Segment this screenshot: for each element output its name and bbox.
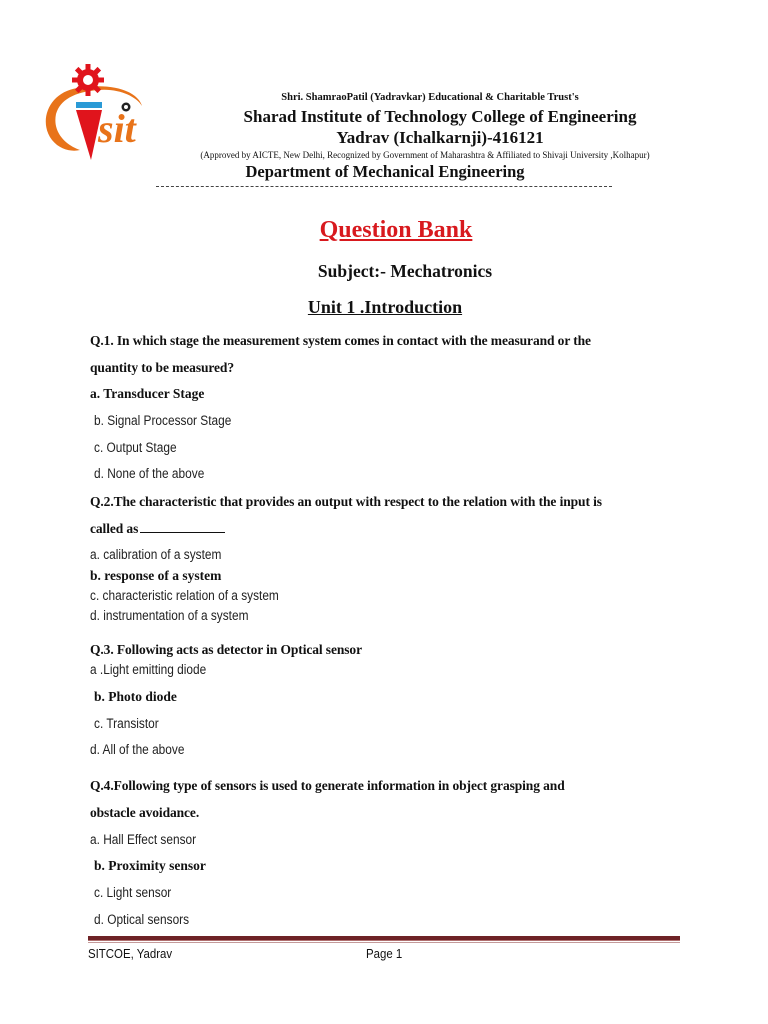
question-1-option-a-answer: a. Transducer Stage bbox=[90, 386, 205, 401]
question-2-line-1: Q.2.The characteristic that provides an output with respect to the relation with the input is bbox=[90, 494, 602, 509]
college-name: Sharad Institute of Technology College of Engineering bbox=[243, 107, 637, 126]
question-3-option-c: c. Transistor bbox=[94, 716, 159, 731]
question-2-line-2-text: called as bbox=[90, 521, 139, 536]
question-2-option-c: c. characteristic relation of a system bbox=[90, 588, 279, 603]
footer-divider bbox=[88, 936, 680, 941]
logo-text: sit bbox=[98, 106, 136, 151]
unit-heading: Unit 1 .Introduction bbox=[307, 297, 463, 317]
question-2-line-2 bbox=[90, 520, 225, 537]
question-4-option-d: d. Optical sensors bbox=[94, 912, 190, 927]
question-1-option-b: b. Signal Processor Stage bbox=[94, 413, 232, 428]
question-4-option-b-answer: b. Proximity sensor bbox=[94, 858, 206, 873]
question-1-line-2: quantity to be measured? bbox=[90, 360, 234, 375]
question-1-line-1: Q.1. In which stage the measurement system comes in contact with the measurand or the bbox=[90, 333, 591, 348]
department-name: Department of Mechanical Engineering bbox=[245, 162, 525, 181]
footer-institution: SITCOE, Yadrav bbox=[88, 946, 173, 961]
question-1-option-c: c. Output Stage bbox=[94, 440, 177, 455]
question-1-option-d: d. None of the above bbox=[94, 466, 205, 481]
question-4-option-c: c. Light sensor bbox=[94, 885, 172, 900]
college-address: Yadrav (Ichalkarnji)-416121 bbox=[336, 128, 544, 147]
dashed-divider bbox=[156, 186, 612, 187]
question-4-line-1: Q.4.Following type of sensors is used to generate information in object grasping and bbox=[90, 778, 565, 793]
question-3-option-a: a .Light emitting diode bbox=[90, 662, 207, 677]
question-2-option-b-answer: b. response of a system bbox=[90, 568, 222, 583]
question-4-line-2: obstacle avoidance. bbox=[90, 805, 200, 820]
institute-logo bbox=[38, 62, 150, 166]
question-3-line-1: Q.3. Following acts as detector in Optical sensor bbox=[90, 642, 362, 657]
approval-note: (Approved by AICTE, New Delhi, Recognized by Government of Maharashtra & Affiliated to Shivaji University ,Kolhapur) bbox=[200, 150, 650, 160]
question-3-option-b-answer: b. Photo diode bbox=[94, 689, 177, 704]
page-number: Page 1 bbox=[366, 946, 403, 961]
question-2-option-a: a. calibration of a system bbox=[90, 547, 222, 562]
document-title: Question Bank bbox=[319, 217, 473, 243]
question-2-option-d: d. instrumentation of a system bbox=[90, 608, 249, 623]
gear-icon bbox=[72, 64, 104, 96]
fill-in-blank bbox=[140, 520, 225, 533]
question-4-option-a: a. Hall Effect sensor bbox=[90, 832, 197, 847]
subject-heading: Subject:- Mechatronics bbox=[317, 261, 493, 281]
question-3-option-d: d. All of the above bbox=[90, 742, 185, 757]
trust-name: Shri. ShamraoPatil (Yadravkar) Educational & Charitable Trust's bbox=[281, 92, 579, 103]
footer-divider-thin bbox=[88, 942, 680, 943]
